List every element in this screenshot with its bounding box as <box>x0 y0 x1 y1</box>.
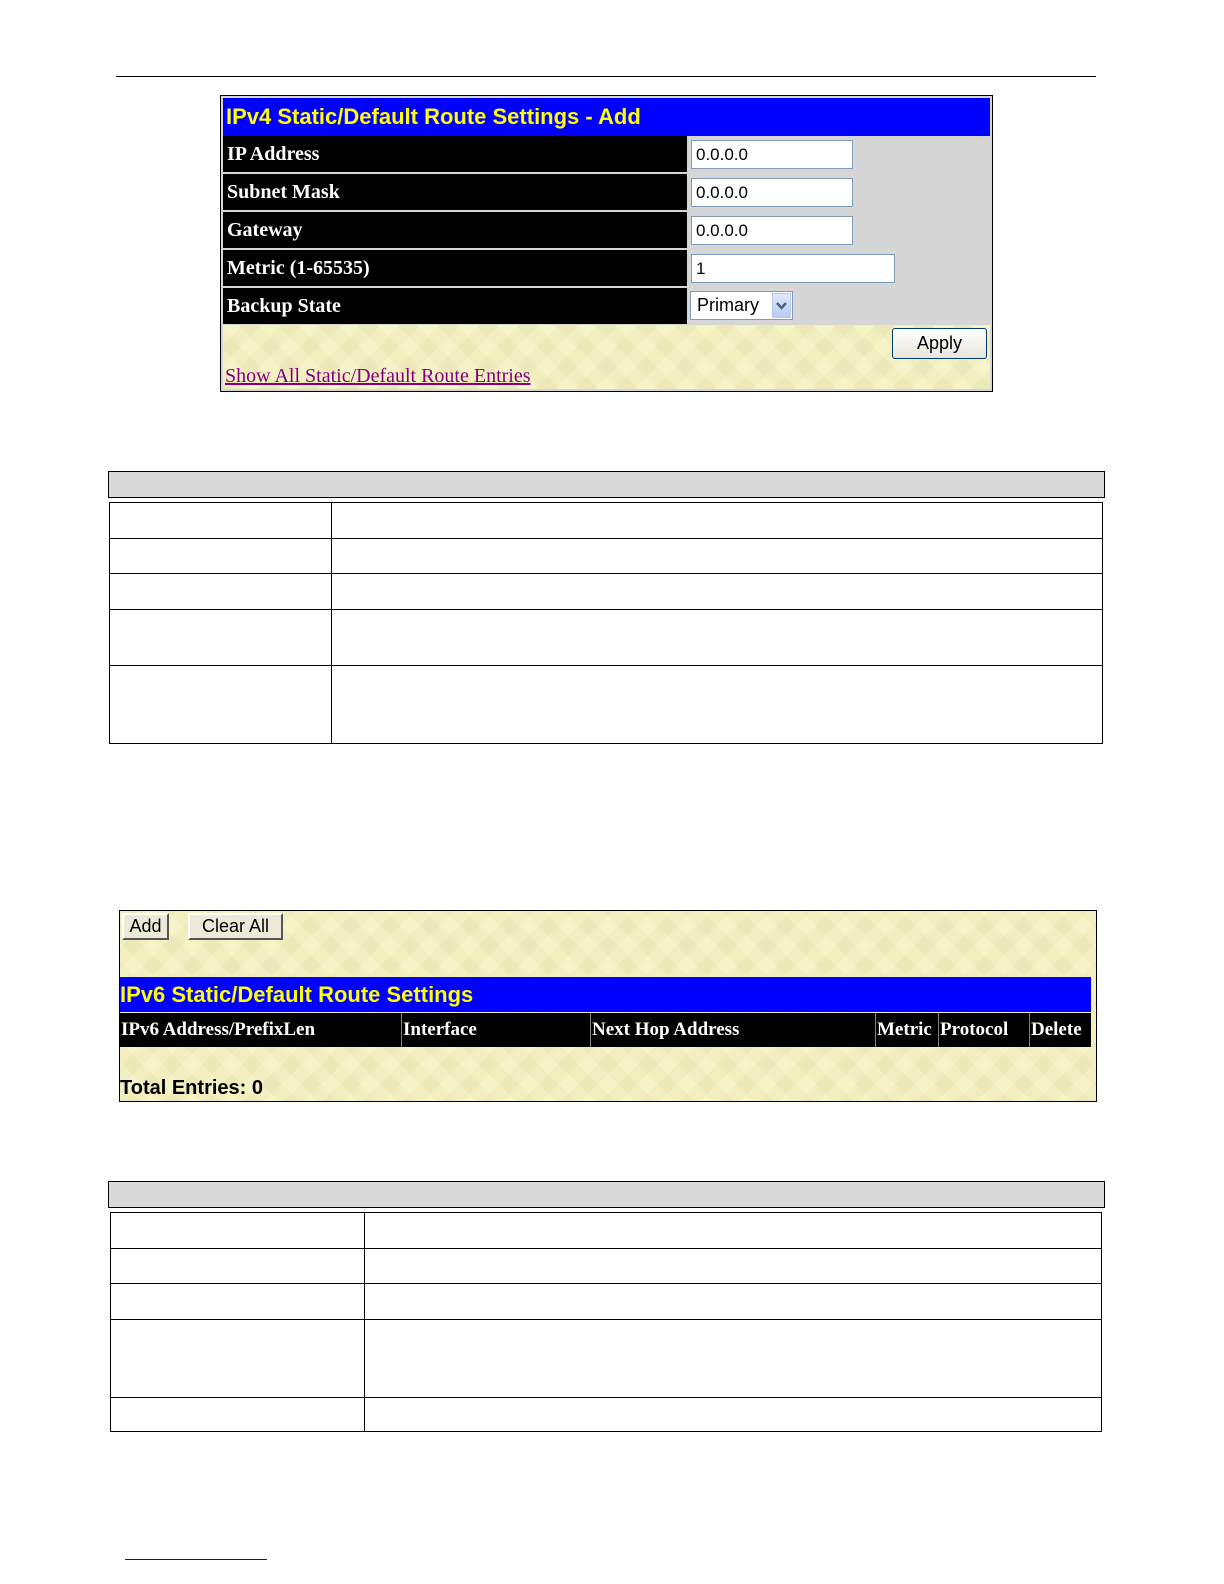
backup-state-value: Primary <box>697 295 759 315</box>
ipv6-table-header <box>120 1013 1091 1047</box>
column-interface: Interface <box>402 1013 590 1047</box>
backup-state-select[interactable] <box>690 291 793 320</box>
description-table-2-row <box>111 1248 1101 1249</box>
chevron-down-icon[interactable] <box>772 293 791 318</box>
description-table-2-row <box>111 1319 1101 1320</box>
description-table-1-row <box>110 665 1102 666</box>
description-table-2-row <box>111 1397 1101 1398</box>
show-all-static-routes-link[interactable]: Show All Static/Default Route Entries <box>225 365 531 387</box>
metric-input[interactable]: 1 <box>691 254 895 283</box>
column-ipv6-address: IPv6 Address/PrefixLen <box>120 1013 401 1047</box>
ip-address-label: IP Address <box>223 136 687 172</box>
apply-button[interactable]: Apply <box>892 328 987 359</box>
metric-label: Metric (1-65535) <box>223 250 687 286</box>
description-table-1-row <box>110 609 1102 610</box>
column-protocol: Protocol <box>939 1013 1029 1047</box>
description-table-2-divider <box>364 1213 365 1431</box>
gateway-input[interactable]: 0.0.0.0 <box>691 216 853 245</box>
description-table-2-header <box>108 1181 1105 1208</box>
description-table-1-header <box>108 471 1105 498</box>
ipv6-route-panel <box>119 910 1097 1102</box>
subnet-mask-label: Subnet Mask <box>223 174 687 210</box>
description-table-2-row <box>111 1283 1101 1284</box>
column-next-hop-address: Next Hop Address <box>591 1013 875 1047</box>
footer-link-underline <box>125 1559 267 1560</box>
total-entries: Total Entries: 0 <box>120 1077 263 1099</box>
column-delete: Delete <box>1030 1013 1091 1047</box>
description-table-1-row <box>110 538 1102 539</box>
column-metric: Metric <box>876 1013 938 1047</box>
clear-all-button[interactable]: Clear All <box>188 913 283 940</box>
ipv4-panel-title: IPv4 Static/Default Route Settings - Add <box>223 98 990 136</box>
ipv4-route-panel <box>220 95 993 392</box>
description-table-2 <box>110 1212 1102 1432</box>
description-table-1 <box>109 502 1103 744</box>
add-button[interactable]: Add <box>122 913 169 940</box>
subnet-mask-input[interactable]: 0.0.0.0 <box>691 178 853 207</box>
description-table-1-row <box>110 573 1102 574</box>
ip-address-input[interactable]: 0.0.0.0 <box>691 140 853 169</box>
gateway-label: Gateway <box>223 212 687 248</box>
ipv6-panel-title: IPv6 Static/Default Route Settings <box>120 977 1091 1012</box>
ipv4-panel-footer <box>223 325 990 389</box>
backup-state-label: Backup State <box>223 288 687 324</box>
page-header-rule <box>116 76 1096 77</box>
description-table-1-divider <box>331 503 332 743</box>
